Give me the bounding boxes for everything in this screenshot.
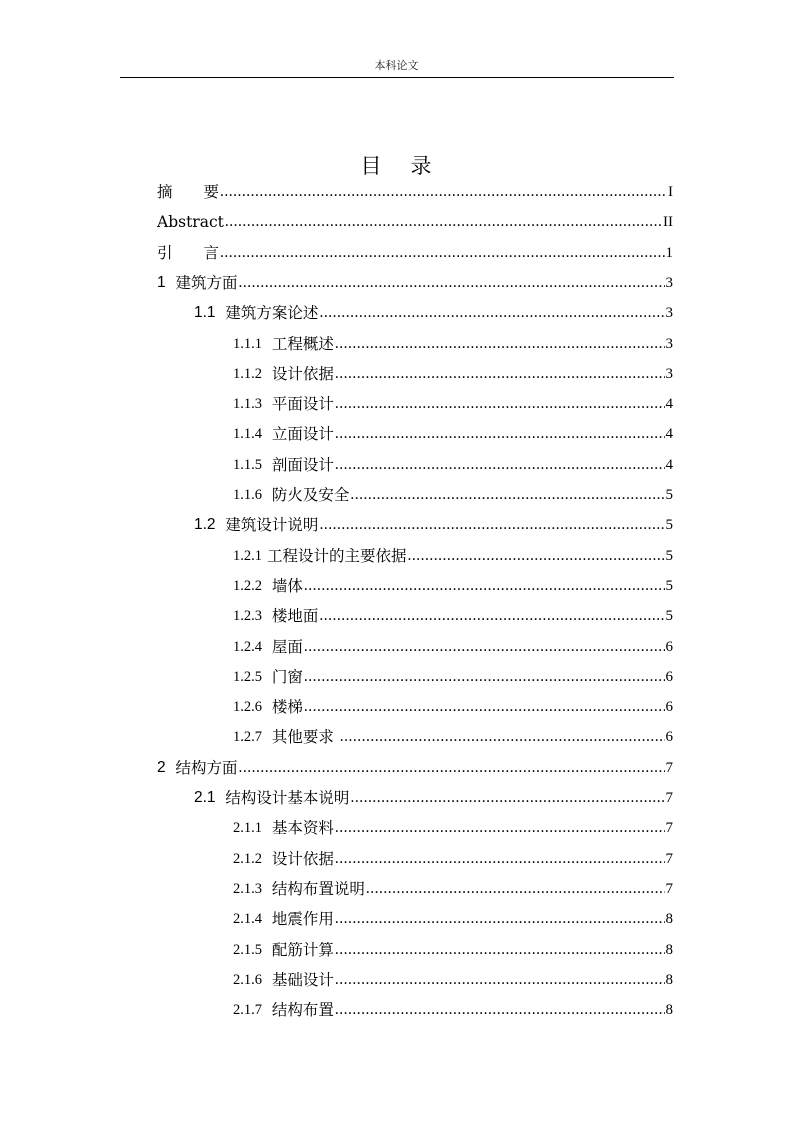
toc-entry[interactable] <box>233 844 673 874</box>
toc-entry[interactable] <box>233 571 673 601</box>
toc-title-left: 目 <box>360 154 383 178</box>
toc-entry-page: 7 <box>665 759 673 776</box>
toc-leader-dots <box>319 601 664 631</box>
toc-entry-label: 结构方面 <box>175 758 238 777</box>
toc-entry-number: 1.2.2 <box>233 577 262 594</box>
toc-entry-label: 屋面 <box>271 637 303 656</box>
toc-entry-number: 2.1.2 <box>233 850 262 867</box>
toc-entry-label: 墙体 <box>271 576 303 595</box>
toc-entry[interactable] <box>233 813 673 843</box>
toc-entry-number: 1 <box>157 273 166 291</box>
toc-entry-number: 1.1.2 <box>233 365 262 382</box>
toc-entry[interactable] <box>157 207 673 237</box>
toc-leader-dots <box>304 692 665 722</box>
toc-leader-dots <box>335 450 665 480</box>
toc-entry[interactable] <box>233 601 673 631</box>
toc-entry-label: 地震作用 <box>271 910 334 929</box>
toc-entry[interactable] <box>233 419 673 449</box>
toc-entry-label: 引 言 <box>157 243 220 262</box>
toc-leader-dots <box>335 995 665 1025</box>
toc-leader-dots <box>220 238 664 268</box>
toc-entry-label: 楼地面 <box>271 607 319 626</box>
toc-entry-page: 3 <box>665 274 673 291</box>
toc-entry[interactable] <box>233 541 673 571</box>
toc-entry-label: 基础设计 <box>271 970 334 989</box>
toc-leader-dots <box>335 813 665 843</box>
toc-entry-number: 1.2.3 <box>233 608 262 625</box>
toc-entry-page: 7 <box>665 820 673 837</box>
toc-entry-page: 6 <box>665 668 673 685</box>
toc-entry-label: 防火及安全 <box>271 486 350 504</box>
toc-entry-number: 2.1.1 <box>233 820 262 837</box>
toc-entry-page: 7 <box>665 790 673 806</box>
toc-entry[interactable] <box>157 753 673 783</box>
toc-leader-dots <box>335 935 665 965</box>
toc-entry-number: 1.2.5 <box>233 668 262 685</box>
toc-entry-page: 4 <box>665 456 673 473</box>
toc-title <box>0 150 793 180</box>
toc-entry-number: 1.2 <box>194 516 216 534</box>
toc-entry-number: 1.1.1 <box>233 335 262 352</box>
toc-leader-dots <box>304 571 665 601</box>
toc-leader-dots <box>304 662 665 692</box>
toc-entry-page: 8 <box>665 941 673 958</box>
toc-entry-label: 门窗 <box>271 667 303 686</box>
toc-entry-number: 2.1.6 <box>233 971 262 988</box>
toc-leader-dots <box>304 632 665 662</box>
header-rule <box>120 77 674 78</box>
toc-leader-dots <box>335 419 665 449</box>
toc-leader-dots <box>335 844 665 874</box>
toc-entry-page: 5 <box>665 577 673 594</box>
toc-entry-page: 6 <box>665 638 673 655</box>
toc-leader-dots <box>239 753 665 783</box>
toc-entry-label: 建筑设计说明 <box>225 516 319 535</box>
toc-entry-page: 6 <box>665 699 673 716</box>
toc-entry-page: II <box>663 214 673 231</box>
toc-entry[interactable] <box>233 389 673 419</box>
toc-entry[interactable] <box>233 722 673 752</box>
toc-leader-dots <box>225 207 662 237</box>
toc-leader-dots <box>350 480 664 510</box>
toc-entry-page: 5 <box>665 517 673 534</box>
toc-entry-number: 2.1.5 <box>233 941 262 958</box>
toc-entry-label: 其他要求 <box>271 728 339 747</box>
toc-entry-number: 1.1 <box>194 304 216 322</box>
toc-entry-number: 1.2.6 <box>233 699 262 716</box>
toc-entry[interactable] <box>233 359 673 389</box>
toc-entry-label: 工程概述 <box>271 334 334 353</box>
toc-entry[interactable] <box>194 510 673 540</box>
toc-entry-number: 1.2.1 <box>233 547 262 564</box>
toc-entry-page: 4 <box>665 426 673 443</box>
toc-entry-label: 结构布置说明 <box>271 879 365 898</box>
toc-entry-label: 结构设计基本说明 <box>225 789 350 807</box>
toc-entry-page: 3 <box>665 365 673 382</box>
toc-leader-dots <box>340 722 665 752</box>
toc-leader-dots <box>366 874 665 904</box>
toc-entry-page: 5 <box>665 547 673 564</box>
toc-entry[interactable] <box>233 904 673 934</box>
toc-entry[interactable] <box>157 268 673 298</box>
toc-entry[interactable] <box>233 874 673 904</box>
toc-entry-number: 2.1 <box>194 789 216 806</box>
toc-entry-label: 建筑方面 <box>175 273 238 292</box>
toc-entry-label: 建筑方案论述 <box>225 304 319 323</box>
toc-entry-number: 2 <box>157 758 166 776</box>
toc-entry-page: 8 <box>665 1002 673 1019</box>
toc-entry-number: 2.1.4 <box>233 911 262 928</box>
toc-entry[interactable] <box>233 662 673 692</box>
toc-entry-page: I <box>668 184 673 200</box>
toc-entry-page: 7 <box>665 850 673 867</box>
toc-leader-dots <box>335 329 665 359</box>
toc-leader-dots <box>335 389 665 419</box>
toc-entry-number: 1.2.7 <box>233 729 262 746</box>
toc-entry-number: 1.1.4 <box>233 426 262 443</box>
toc-entry[interactable] <box>194 298 673 328</box>
toc-entry[interactable] <box>233 480 673 510</box>
toc-entry[interactable] <box>233 935 673 965</box>
toc-entry-page: 3 <box>665 335 673 352</box>
toc-leader-dots <box>335 965 665 995</box>
toc-entry-label: 摘 要 <box>157 183 220 201</box>
toc-leader-dots <box>319 298 664 328</box>
running-header: 本科论文 <box>374 59 419 72</box>
toc-entry-number: 2.1.3 <box>233 880 262 897</box>
toc-entry[interactable] <box>194 783 673 813</box>
toc-entry-label: 配筋计算 <box>271 940 334 959</box>
toc-entry-page: 4 <box>665 396 673 413</box>
toc-entry[interactable] <box>233 995 673 1025</box>
toc-entry-number: 1.2.4 <box>233 638 262 655</box>
toc-entry-label: 平面设计 <box>271 395 334 414</box>
toc-leader-dots <box>335 359 665 389</box>
toc-entry-page: 8 <box>665 911 673 928</box>
toc-entry-page: 6 <box>665 729 673 746</box>
toc-title-right: 录 <box>410 154 433 178</box>
toc-entry[interactable] <box>157 177 673 207</box>
toc-entry-label: 设计依据 <box>271 849 334 868</box>
toc-entry-page: 1 <box>665 244 673 261</box>
toc-entry-label: 工程设计的主要依据 <box>266 546 407 565</box>
toc-entry-label: 剖面设计 <box>271 455 334 474</box>
toc-entry[interactable] <box>233 632 673 662</box>
toc-entry-page: 5 <box>665 608 673 625</box>
toc-entry-page: 3 <box>665 305 673 322</box>
toc-entry-label: Abstract <box>157 213 224 232</box>
toc-leader-dots <box>407 541 664 571</box>
toc-entry[interactable] <box>233 450 673 480</box>
toc-entry[interactable] <box>233 692 673 722</box>
toc-leader-dots <box>335 904 665 934</box>
toc-entry-label: 设计依据 <box>271 364 334 383</box>
toc-entry-page: 5 <box>665 487 673 503</box>
toc-entry-number: 1.1.3 <box>233 396 262 413</box>
toc-entry-label: 结构布置 <box>271 1001 334 1020</box>
toc-entry[interactable] <box>233 329 673 359</box>
toc-leader-dots <box>350 783 664 813</box>
table-of-contents <box>0 177 793 1097</box>
toc-leader-dots <box>239 268 665 298</box>
toc-leader-dots <box>220 177 667 207</box>
toc-entry-label: 立面设计 <box>271 425 334 444</box>
toc-entry-page: 7 <box>665 880 673 897</box>
toc-entry-label: 基本资料 <box>271 819 334 838</box>
toc-leader-dots <box>319 510 664 540</box>
toc-entry-number: 1.1.6 <box>233 487 262 503</box>
toc-entry-number: 2.1.7 <box>233 1002 262 1019</box>
toc-entry-number: 1.1.5 <box>233 456 262 473</box>
toc-entry[interactable] <box>233 965 673 995</box>
toc-entry[interactable] <box>157 238 673 268</box>
toc-entry-page: 8 <box>665 971 673 988</box>
toc-entry-label: 楼梯 <box>271 698 303 717</box>
